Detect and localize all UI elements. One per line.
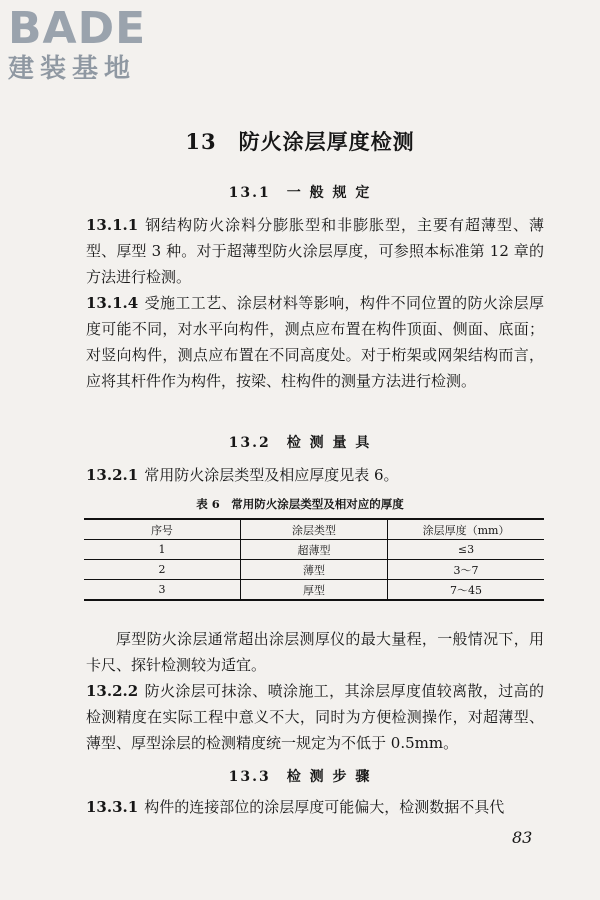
table-cell: 2 — [84, 560, 240, 580]
table-cell: ≤3 — [388, 540, 544, 560]
table-row — [84, 560, 544, 580]
table-cell: 7～45 — [388, 580, 544, 601]
table-cell: 3～7 — [388, 560, 544, 580]
column-header: 涂层厚度（mm） — [388, 519, 544, 540]
logo-main-text: BADE — [8, 3, 147, 54]
clause-text: 常用防火涂层类型及相应厚度见表 6。 — [144, 466, 399, 484]
bade-logo — [8, 3, 178, 84]
paragraph-13-1-1 — [86, 212, 544, 290]
column-header: 涂层类型 — [240, 519, 387, 540]
paragraph-13-3-1 — [86, 794, 544, 820]
table-row — [84, 540, 544, 560]
section-13-2-title: 13.2 检 测 量 具 — [228, 435, 372, 451]
clause-text: 受施工工艺、涂层材料等影响，构件不同位置的防火涂层厚度可能不同，对水平向构件，测点应布置在构件顶面、侧面、底面；对竖向构件，测点应布置在不同高度处。对于桁架或网架结构而言，应将其杆件作为构件，按梁、柱构件的测量方法进行检测。 — [86, 294, 544, 390]
clause-number: 13.2.2 — [86, 682, 139, 700]
table-header-row — [84, 519, 544, 540]
section-13-1-title: 13.1 一 般 规 定 — [228, 185, 372, 201]
table-caption: 表 6 常用防火涂层类型及相对应的厚度 — [196, 497, 404, 511]
paragraph-13-2-2 — [86, 678, 544, 756]
table-cell: 1 — [84, 540, 240, 560]
column-header: 序号 — [84, 519, 240, 540]
paragraph-13-2-1 — [86, 462, 544, 488]
paragraph-thick-coating-note — [86, 626, 544, 678]
clause-text: 防火涂层可抹涂、喷涂施工，其涂层厚度值较离散，过高的检测精度在实际工程中意义不大，同时为方便检测操作，对超薄型、薄型、厚型涂层的检测精度统一规定为不低于 0.5mm。 — [86, 682, 544, 752]
clause-text: 厚型防火涂层通常超出涂层测厚仪的最大量程，一般情况下，用卡尺、探针检测较为适宜。 — [86, 630, 544, 674]
coating-thickness-table — [84, 518, 544, 601]
clause-text: 钢结构防火涂料分膨胀型和非膨胀型，主要有超薄型、薄型、厚型 3 种。对于超薄型防火涂层厚度，可参照本标准第 12 章的方法进行检测。 — [86, 216, 544, 286]
section-13-3-title: 13.3 检 测 步 骤 — [228, 769, 372, 785]
table-row — [84, 580, 544, 601]
table-cell: 厚型 — [240, 580, 387, 601]
table-cell: 超薄型 — [240, 540, 387, 560]
clause-number: 13.2.1 — [86, 466, 139, 484]
chapter-title: 13 防火涂层厚度检测 — [185, 129, 415, 154]
clause-number: 13.1.1 — [86, 216, 139, 234]
page-number: 83 — [512, 828, 533, 847]
clause-number: 13.3.1 — [86, 798, 139, 816]
clause-number: 13.1.4 — [86, 294, 139, 312]
logo-sub-text: 建装基地 — [8, 54, 137, 84]
clause-text: 构件的连接部位的涂层厚度可能偏大，检测数据不具代 — [144, 798, 505, 816]
table-cell: 薄型 — [240, 560, 387, 580]
paragraph-13-1-4 — [86, 290, 544, 394]
table-cell: 3 — [84, 580, 240, 601]
